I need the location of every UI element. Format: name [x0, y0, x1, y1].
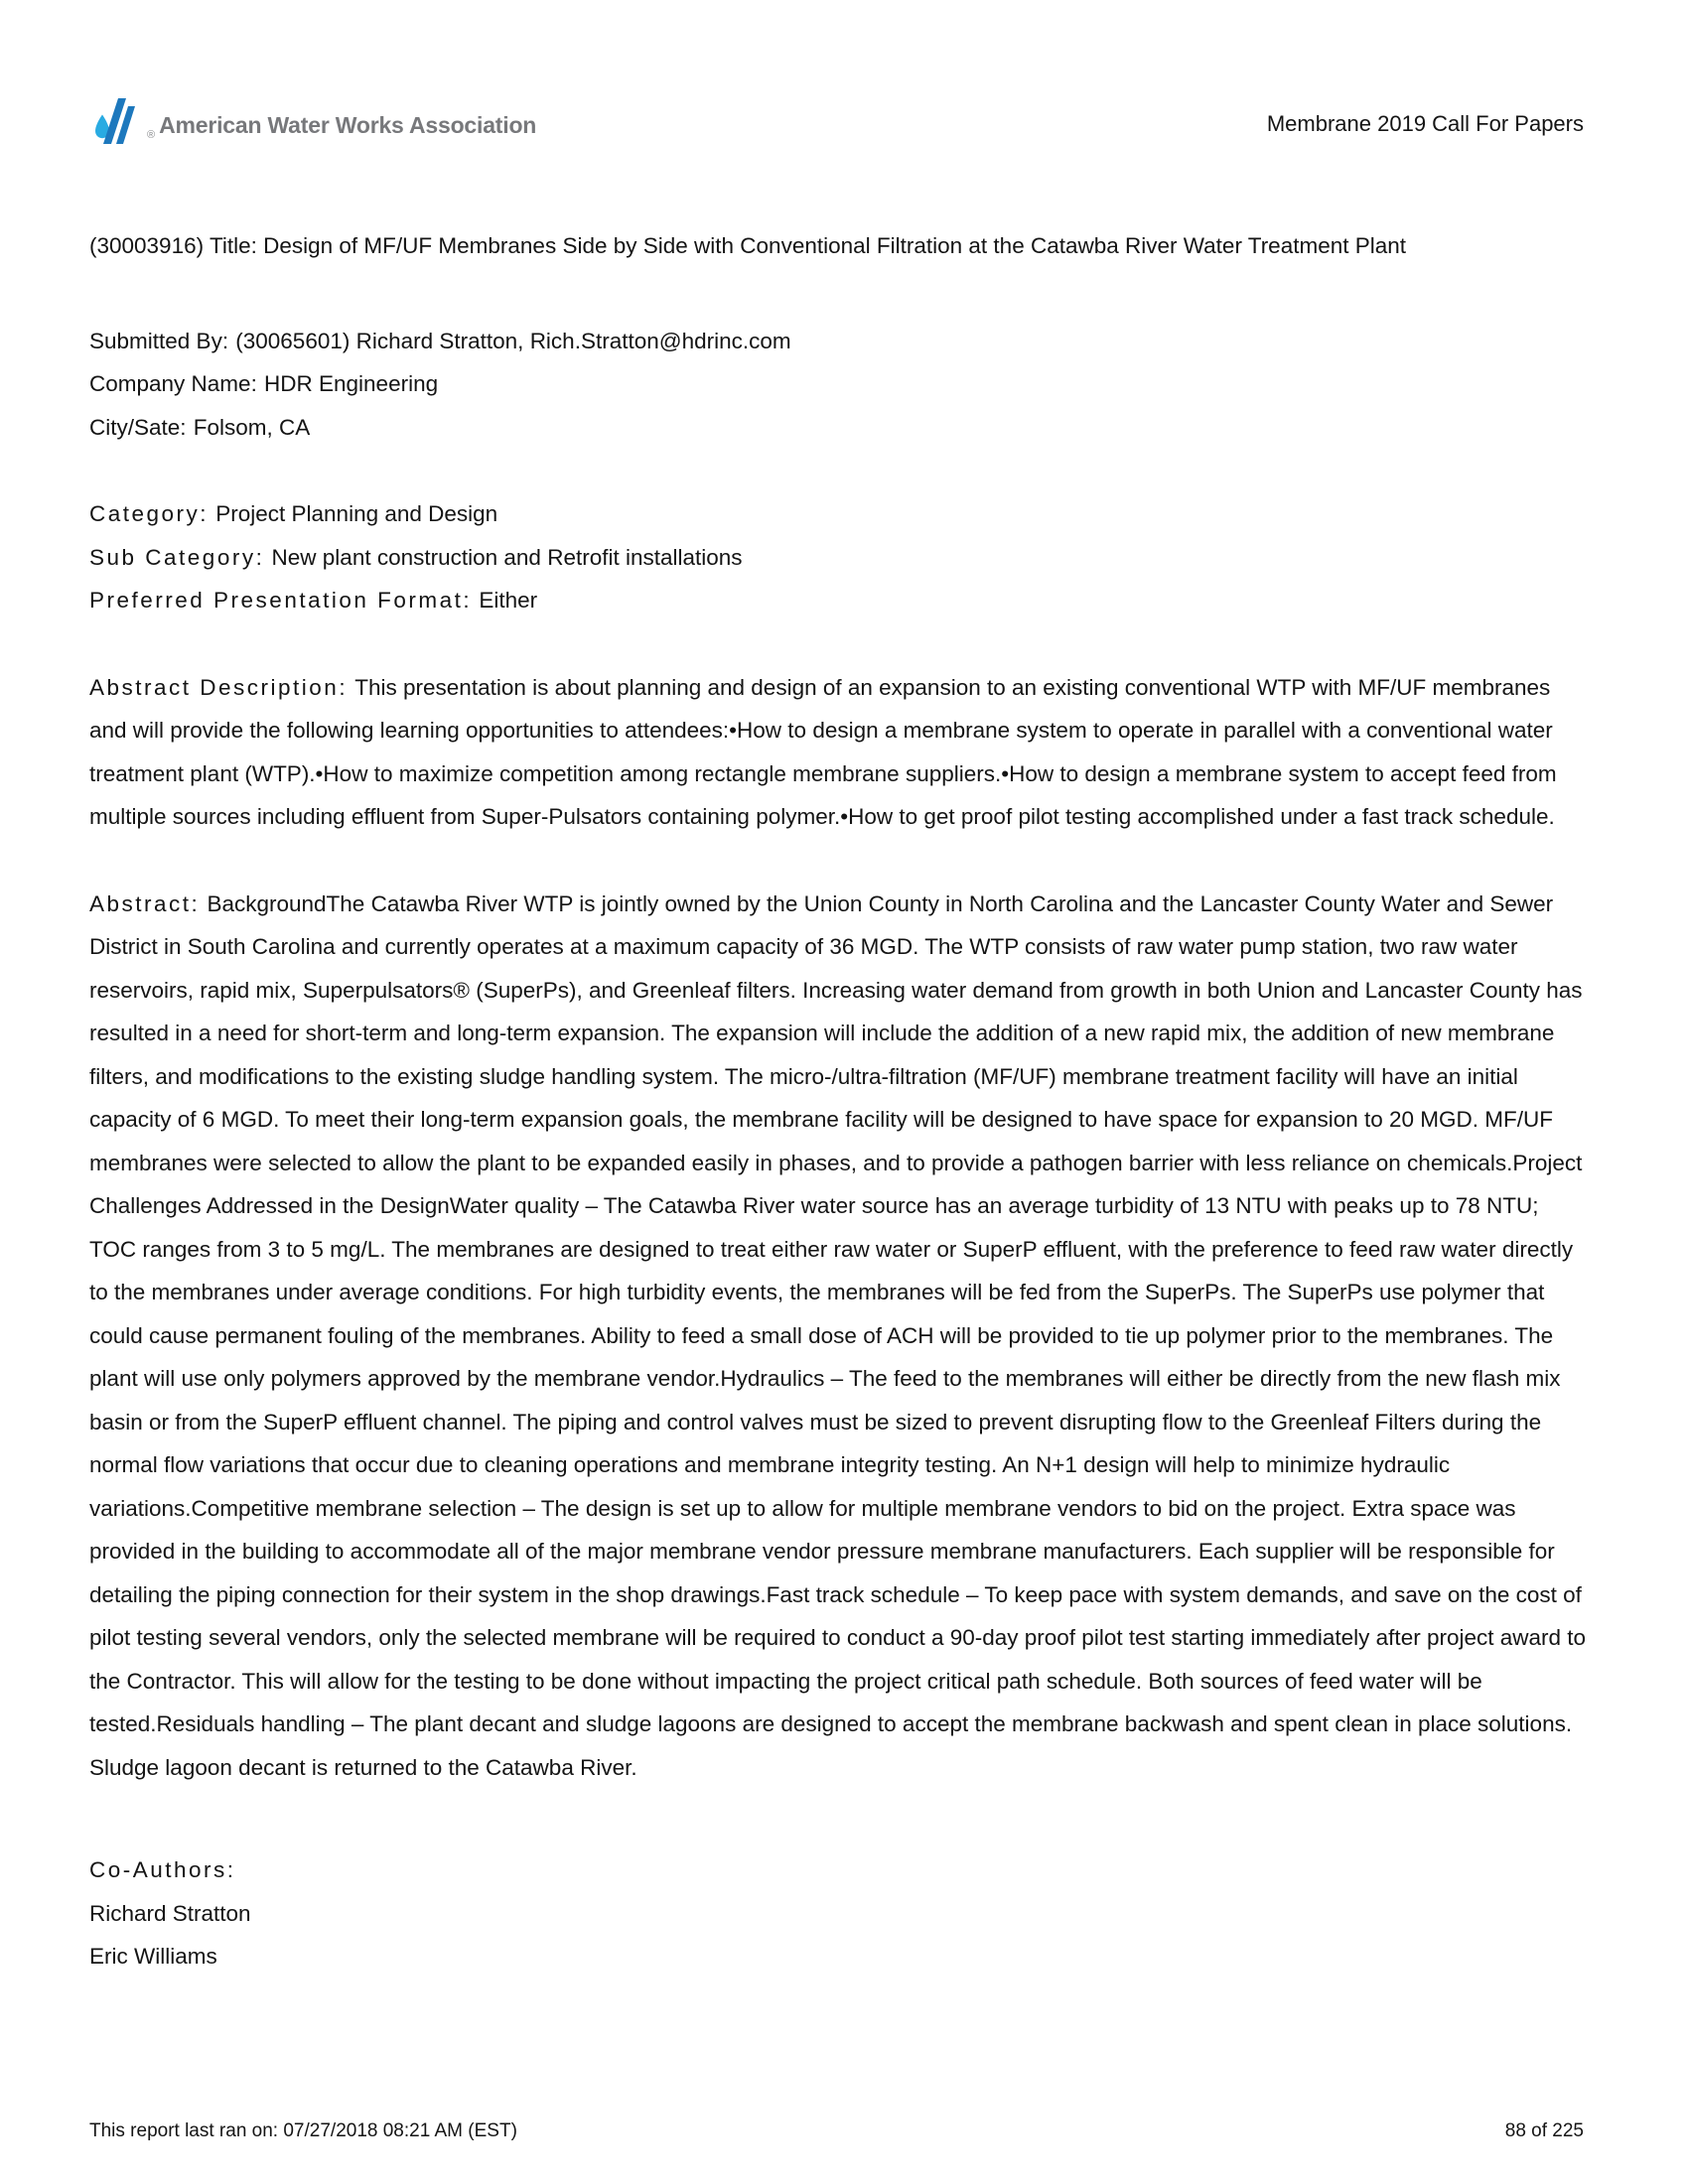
city-state-label: City/Sate:: [89, 414, 187, 440]
company-name-line: [89, 362, 1589, 406]
presentation-format-value: Either: [479, 588, 538, 613]
category-line: [89, 492, 1589, 536]
awwa-logo: [89, 97, 536, 145]
city-state-line: [89, 406, 1589, 450]
logo-org-name: American Water Works Association: [159, 112, 537, 138]
category-value: Project Planning and Design: [215, 501, 498, 526]
page-footer: [89, 2120, 1584, 2142]
co-author-name: Richard Stratton: [89, 1900, 251, 1926]
presentation-format-line: [89, 579, 1589, 622]
sub-category-label: Sub Category:: [89, 544, 265, 570]
category-label: Category:: [89, 501, 210, 526]
abstract-description-paragraph: [89, 666, 1589, 839]
presentation-format-label: Preferred Presentation Format:: [89, 588, 473, 613]
abstract-description-label: Abstract Description:: [89, 674, 349, 700]
submitted-by-value: (30065601) Richard Stratton, Rich.Stratton@hdrinc.com: [235, 328, 791, 353]
page-header: [89, 97, 1584, 145]
company-name-label: Company Name:: [89, 371, 257, 396]
submitted-by-label: Submitted By:: [89, 328, 229, 353]
sub-category-line: [89, 536, 1589, 580]
city-state-value: Folsom, CA: [193, 414, 311, 440]
abstract-description-text: This presentation is about planning and design of an expansion to an existing conventional WTP with MF/UF membranes and will provide the following learning opportunities to attendees:•How to design a membrane system to operate in parallel with a conventional water treatment plant (WTP).•How to maximize competition among rectangle membrane suppliers.•How to design a membrane system to accept feed from multiple sources including effluent from Super-Pulsators containing polymer.•How to get proof pilot testing accomplished under a fast track schedule.: [89, 674, 1557, 829]
company-name-value: HDR Engineering: [264, 371, 439, 396]
awwa-water-drop-icon: [89, 97, 143, 145]
page-number: 88 of 225: [1504, 2120, 1584, 2141]
registered-trademark-symbol: ®: [147, 129, 156, 141]
submission-title-line: (30003916) Title: Design of MF/UF Membranes Side by Side with Conventional Filtration at the Catawba River Water Treatment Plant: [89, 233, 1407, 258]
co-authors-section: [89, 1848, 1589, 1979]
abstract-paragraph: [89, 883, 1589, 1790]
submission-content: [89, 224, 1589, 1979]
report-last-ran-text: This report last ran on: 07/27/2018 08:21 AM (EST): [89, 2120, 517, 2141]
report-title: Membrane 2019 Call For Papers: [1266, 111, 1584, 136]
submitted-by-line: [89, 320, 1589, 363]
abstract-label: Abstract:: [89, 890, 201, 916]
sub-category-value: New plant construction and Retrofit installations: [271, 544, 743, 570]
abstract-text: BackgroundThe Catawba River WTP is jointly owned by the Union County in North Carolina and the Lancaster County Water and Sewer District in South Carolina and currently operates at a maximum capacity of 36 MGD. The WTP consists of raw water pump station, two raw water reservoirs, rapid mix, Superpulsators® (SuperPs), and Greenleaf filters. Increasing water demand from growth in both Union and Lancaster County has resulted in a need for short-term and long-term expansion. The expansion will include the addition of a new rapid mix, the addition of new membrane filters, and modifications to the existing sludge handling system. The micro-/ultra-filtration (MF/UF) membrane treatment facility will have an initial capacity of 6 MGD. To meet their long-term expansion goals, the membrane facility will be designed to have space for expansion to 20 MGD. MF/UF membranes were selected to allow the plant to be expanded easily in phases, and to provide a pathogen barrier with less reliance on chemicals.Project Challenges Addressed in the DesignWater quality – The Catawba River water source has an average turbidity of 13 NTU with peaks up to 78 NTU; TOC ranges from 3 to 5 mg/L. The membranes are designed to treat either raw water or SuperP effluent, with the preference to feed raw water directly to the membranes under average conditions. For high turbidity events, the membranes will be fed from the SuperPs. The SuperPs use polymer that could cause permanent fouling of the membranes. Ability to feed a small dose of ACH will be provided to tie up polymer prior to the membranes. The plant will use only polymers approved by the membrane vendor.Hydraulics – The feed to the membranes will either be directly from the new flash mix basin or from the SuperP effluent channel. The piping and control valves must be sized to prevent disrupting flow to the Greenleaf Filters during the normal flow variations that occur due to cleaning operations and membrane integrity testing. An N+1 design will help to minimize hydraulic variations.Competitive membrane selection – The design is set up to allow for multiple membrane vendors to bid on the project. Extra space was provided in the building to accommodate all of the major membrane vendor pressure membrane manufacturers. Each supplier will be responsible for detailing the piping connection for their system in the shop drawings.Fast track schedule – To keep pace with system demands, and save on the cost of pilot testing several vendors, only the selected membrane will be required to conduct a 90-day proof pilot test starting immediately after project award to the Contractor. This will allow for the testing to be done without impacting the project critical path schedule. Both sources of feed water will be tested.Residuals handling – The plant decant and sludge lagoons are designed to accept the membrane backwash and spent clean in place solutions. Sludge lagoon decant is returned to the Catawba River.: [89, 890, 1587, 1780]
co-authors-label: Co-Authors:: [89, 1857, 236, 1882]
co-author-name: Eric Williams: [89, 1944, 217, 1969]
